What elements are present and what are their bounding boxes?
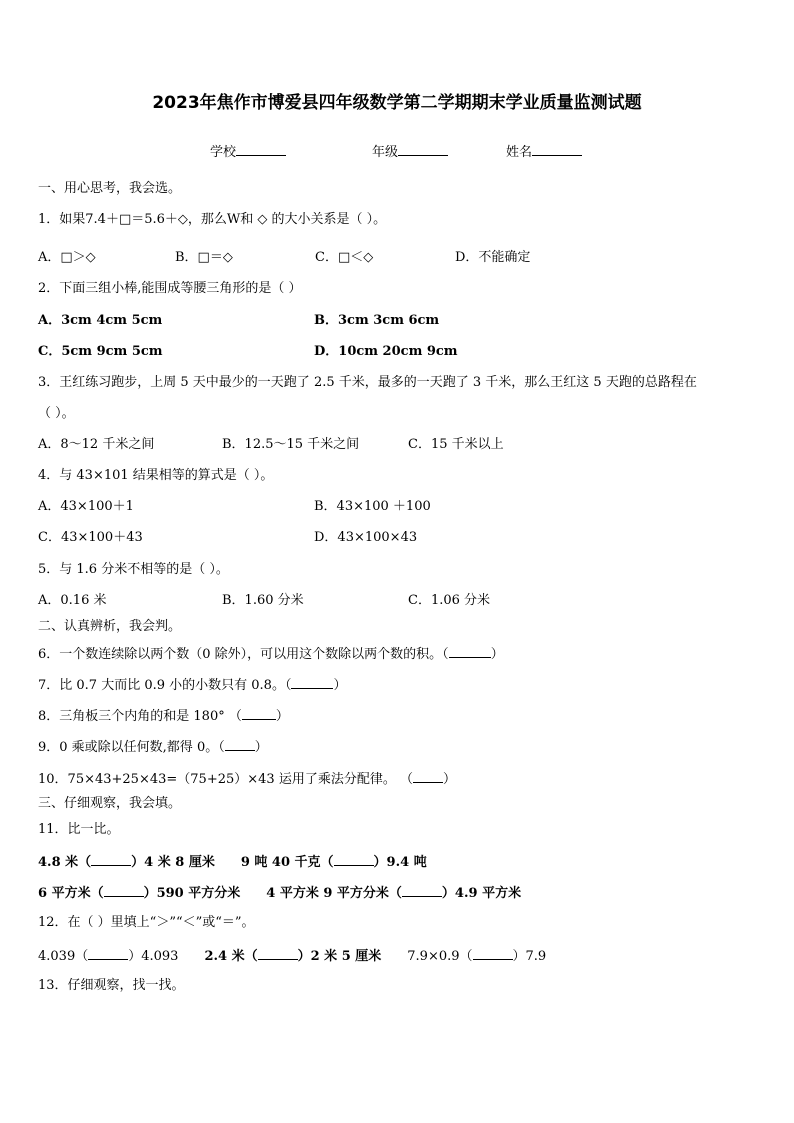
q11-r1-blank-2[interactable] (334, 853, 374, 866)
q9-text: 9．0 乘或除以任何数,都得 0。（ (38, 740, 225, 755)
question-1-stem: 1．如果7.4＋□＝5.6＋◇，那么W和 ◇ 的大小关系是（ ）。 (38, 212, 387, 227)
school-blank[interactable] (236, 143, 286, 156)
q1-option-b[interactable]: B．□＝◇ (175, 250, 233, 265)
q5-option-c[interactable]: C．1.06 分米 (408, 593, 491, 608)
question-4-stem: 4．与 43×101 结果相等的算式是（ ）。 (38, 468, 274, 483)
grade-blank[interactable] (398, 143, 448, 156)
q5-option-a[interactable]: A．0.16 米 (38, 593, 107, 608)
q7-text: 7．比 0.7 大而比 0.9 小的小数只有 0.8。（ (38, 678, 292, 693)
q11-r2-left2: 4 平方米 9 平方分米（ (266, 886, 402, 901)
question-10 (38, 770, 456, 788)
q10-answer-blank[interactable] (413, 770, 443, 783)
section-1-heading: 一、用心思考，我会选。 (38, 181, 182, 196)
q11-row-1 (38, 853, 427, 871)
name-blank[interactable] (532, 143, 582, 156)
school-field (210, 141, 286, 160)
section-3-heading: 三、仔细观察，我会填。 (38, 796, 182, 811)
question-7 (38, 676, 346, 694)
q9-close: ） (254, 740, 268, 755)
q11-r2-blank-2[interactable] (402, 884, 442, 897)
q10-text: 10．75×43+25×43=（75+25）×43 运用了乘法分配律。 （ (38, 772, 413, 787)
q6-text: 6．一个数连续除以两个数（0 除外），可以用这个数除以两个数的积。（ (38, 647, 449, 662)
q10-close: ） (442, 772, 456, 787)
q7-answer-blank[interactable] (291, 676, 333, 689)
q11-r1-left: 4.8 米（ (38, 855, 92, 870)
question-11-stem: 11．比一比。 (38, 822, 120, 837)
q11-r1-mid: ）4 米 8 厘米 (131, 855, 215, 870)
q12-c-right: ）7.9 (512, 949, 547, 964)
q11-r1-right: ）9.4 吨 (373, 855, 427, 870)
question-2-stem: 2．下面三组小棒,能围成等腰三角形的是（ ） (38, 281, 302, 296)
q3-option-c[interactable]: C．15 千米以上 (408, 437, 504, 452)
q11-r1-left2: 9 吨 40 千克（ (240, 855, 334, 870)
question-8 (38, 707, 289, 725)
q2-option-a[interactable]: A．3cm 4cm 5cm (38, 313, 163, 328)
q6-close: ） (490, 647, 504, 662)
name-label: 姓名 (506, 145, 533, 160)
q9-answer-blank[interactable] (225, 738, 255, 751)
question-3-stem-cont: （ ）。 (38, 406, 75, 421)
q12-blank-b[interactable] (258, 947, 298, 960)
question-5-stem: 5．与 1.6 分米不相等的是（ ）。 (38, 562, 229, 577)
q11-r2-left: 6 平方米（ (38, 886, 104, 901)
q11-r2-mid: ）590 平方分米 (143, 886, 241, 901)
grade-field (372, 141, 448, 160)
grade-label: 年级 (372, 145, 399, 160)
q8-close: ） (275, 709, 289, 724)
q12-c-left: 7.9×0.9（ (407, 949, 473, 964)
q12-blank-c[interactable] (473, 947, 513, 960)
q7-close: ） (333, 678, 347, 693)
q3-option-b[interactable]: B．12.5～15 千米之间 (222, 437, 360, 452)
q11-r2-right: ）4.9 平方米 (441, 886, 522, 901)
school-label: 学校 (210, 145, 237, 160)
page-title: 2023年焦作市博爱县四年级数学第二学期期末学业质量监测试题 (152, 93, 642, 113)
q4-option-c[interactable]: C．43×100＋43 (38, 530, 143, 545)
q1-option-c[interactable]: C．□＜◇ (315, 250, 374, 265)
q1-option-d[interactable]: D．不能确定 (455, 250, 531, 265)
q2-option-b[interactable]: B．3cm 3cm 6cm (314, 313, 440, 328)
q8-answer-blank[interactable] (242, 707, 276, 720)
q4-option-d[interactable]: D．43×100×43 (314, 530, 418, 545)
q12-b-left: 2.4 米（ (204, 949, 258, 964)
q12-b-right: ）2 米 5 厘米 (297, 949, 382, 964)
q5-option-b[interactable]: B．1.60 分米 (222, 593, 304, 608)
q12-row (38, 947, 546, 965)
q12-a-right: ）4.093 (128, 949, 179, 964)
q11-r2-blank-1[interactable] (104, 884, 144, 897)
question-13-stem: 13．仔细观察，找一找。 (38, 978, 185, 993)
question-3-stem: 3．王红练习跑步，上周 5 天中最少的一天跑了 2.5 千米，最多的一天跑了 3 千米，那么王红这 5 天跑的总路程在 (38, 375, 697, 390)
q6-answer-blank[interactable] (449, 645, 491, 658)
q2-option-d[interactable]: D．10cm 20cm 9cm (314, 344, 458, 359)
question-12-stem: 12．在（ ）里填上“＞”“＜”或“＝”。 (38, 915, 255, 930)
q8-text: 8．三角板三个内角的和是 180° （ (38, 709, 242, 724)
q11-r1-blank-1[interactable] (91, 853, 131, 866)
q1-option-a[interactable]: A．□＞◇ (38, 250, 96, 265)
q12-a-left: 4.039（ (38, 949, 89, 964)
q12-blank-a[interactable] (88, 947, 128, 960)
section-2-heading: 二、认真辨析，我会判。 (38, 619, 182, 634)
q2-option-c[interactable]: C．5cm 9cm 5cm (38, 344, 163, 359)
name-field (506, 141, 582, 160)
q11-row-2 (38, 884, 521, 902)
question-9 (38, 738, 268, 756)
q4-option-b[interactable]: B．43×100 ＋100 (314, 499, 431, 514)
q3-option-a[interactable]: A．8～12 千米之间 (38, 437, 155, 452)
question-6 (38, 645, 504, 663)
q4-option-a[interactable]: A．43×100＋1 (38, 499, 134, 514)
